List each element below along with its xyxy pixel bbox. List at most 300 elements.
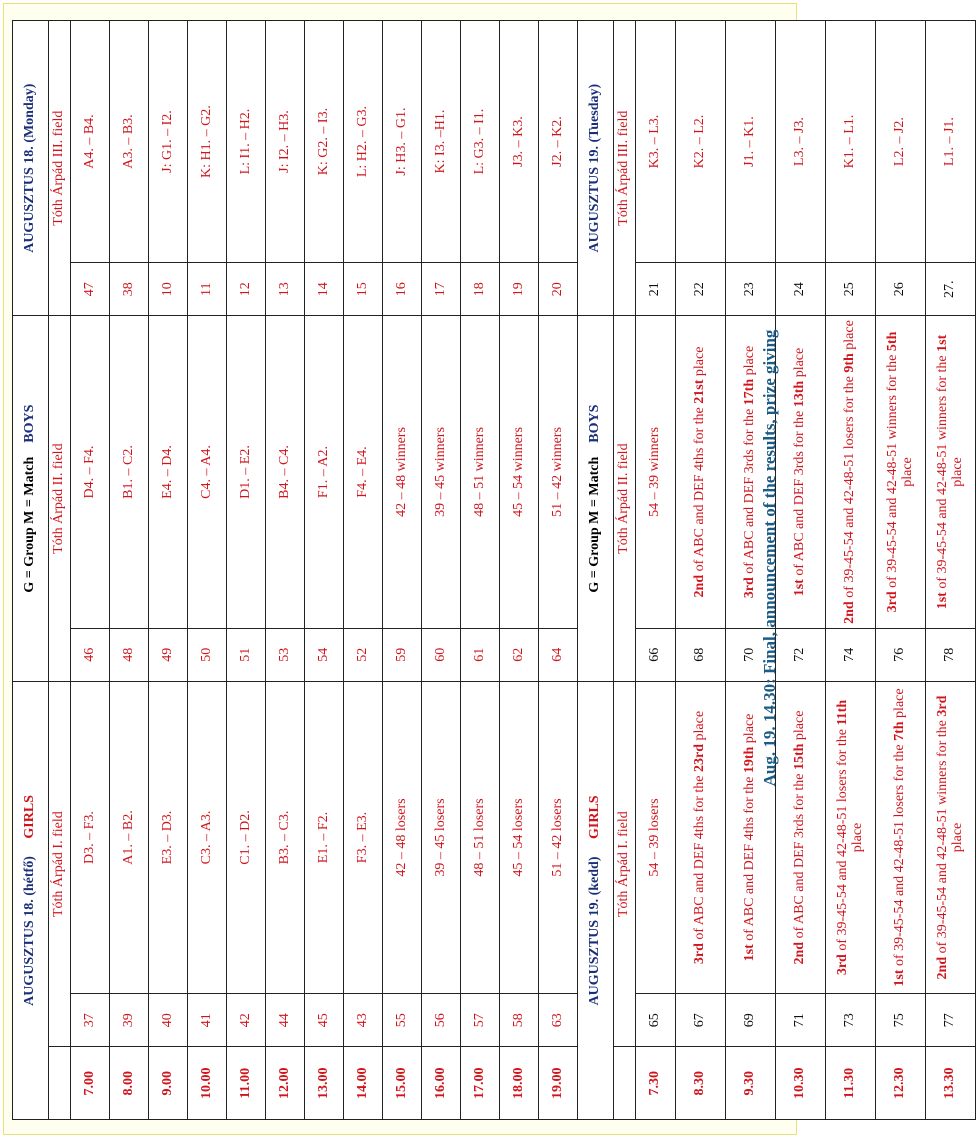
field-3-label: Tóth Árpád III. field (616, 110, 632, 226)
match-number: 13 (276, 282, 292, 297)
table-row (876, 21, 926, 1120)
match-pairing: B4. – C4. (276, 445, 292, 499)
table-row (305, 21, 344, 1120)
match-cell (826, 21, 876, 263)
match-cell (227, 681, 266, 993)
desc-text: of 39-45-54 and 42-48-51 winners for the (934, 716, 950, 957)
match-pairing: E3. – D3. (159, 810, 175, 865)
match-pairing: B1. – C2. (120, 445, 136, 499)
time-col-header (614, 1047, 636, 1120)
match-pairing: F4. – E4. (354, 446, 370, 498)
match-pairing: K3. – L3. (647, 114, 663, 169)
match-cell (676, 316, 726, 628)
match-number: 60 (432, 647, 448, 662)
match-pairing: 48 – 51 winners (471, 427, 487, 517)
match-number-cell (344, 263, 383, 316)
match-cell (149, 21, 188, 263)
table-row (383, 21, 422, 1120)
match-number: 18 (471, 282, 487, 297)
match-number: 19 (510, 282, 526, 297)
match-number-cell (110, 994, 149, 1047)
match-cell (383, 316, 422, 628)
field-1-label: Tóth Árpád I. field (51, 811, 67, 918)
match-cell (676, 681, 726, 993)
match-cell (383, 681, 422, 993)
time-label: 8.30 (692, 1070, 708, 1096)
day-title: AUGUSZTUS 18. (hétfő) (22, 856, 38, 1006)
time-cell (110, 1047, 149, 1120)
place-label: 9th (842, 353, 858, 373)
match-cell (636, 316, 676, 628)
match-cell (266, 316, 305, 628)
match-number: 46 (81, 647, 97, 662)
match-number: 52 (354, 647, 370, 662)
match-pairing: C4. – A4. (198, 445, 214, 499)
rank-label: 3rd (742, 577, 758, 599)
match-number-cell (676, 263, 726, 316)
match-number-cell (305, 994, 344, 1047)
day-header-row (578, 21, 614, 1120)
match-cell (305, 316, 344, 628)
match-pairing: C1. – D2. (237, 810, 253, 865)
match-number-cell (422, 628, 461, 681)
time-label: 7.00 (81, 1070, 97, 1096)
match-cell (227, 316, 266, 628)
match-number-cell (110, 263, 149, 316)
time-label: 12.30 (892, 1067, 908, 1099)
time-label: 9.00 (159, 1070, 175, 1096)
table-row (71, 21, 110, 1120)
match-cell (344, 316, 383, 628)
match-number: 53 (276, 647, 292, 662)
match-number: 68 (692, 647, 708, 662)
match-number-cell (826, 263, 876, 316)
match-pairing: K2. – L2. (692, 114, 708, 169)
match-number-cell (876, 263, 926, 316)
match-cell (926, 21, 976, 263)
table-row (188, 21, 227, 1120)
match-cell (344, 681, 383, 993)
match-pairing: D1. – E2. (237, 445, 253, 499)
girls-label: GIRLS (22, 795, 38, 839)
match-pairing: F3. – E3. (354, 811, 370, 864)
match-pairing: B3. – C3. (276, 810, 292, 865)
match-number: 17 (432, 282, 448, 297)
day-title: AUGUSZTUS 19. (kedd) (587, 856, 603, 1006)
rank-label: 1st (892, 969, 908, 987)
match-cell (344, 21, 383, 263)
match-number-cell (926, 628, 976, 681)
desc-text: of 39-45-54 and 42-48-51 winners for the (934, 351, 950, 593)
match-pairing: 51 – 42 winners (549, 427, 565, 517)
match-cell (149, 316, 188, 628)
match-number: 51 (237, 647, 253, 662)
desc-text: place (692, 710, 708, 744)
match-cell (636, 681, 676, 993)
place-label: 11th (834, 699, 850, 726)
field-3-cell (49, 21, 71, 316)
desc-text: of 39-45-54 and 42-48-51 winners for the (884, 351, 900, 592)
desc-text: place (792, 710, 808, 744)
match-number: 73 (842, 1013, 858, 1028)
match-pairing: 42 – 48 losers (393, 798, 409, 877)
time-label: 16.00 (432, 1067, 448, 1099)
match-number: 12 (237, 282, 253, 297)
place-label: 15th (792, 743, 808, 771)
match-cell (461, 21, 500, 263)
match-cell (383, 21, 422, 263)
match-number-cell (110, 628, 149, 681)
table-row (926, 21, 976, 1120)
match-number-cell (422, 263, 461, 316)
match-number-cell (266, 994, 305, 1047)
match-cell (71, 21, 110, 263)
field-2-cell (49, 316, 71, 682)
match-number-cell (266, 263, 305, 316)
match-number: 63 (549, 1013, 565, 1028)
time-cell (383, 1047, 422, 1120)
match-number: 61 (471, 647, 487, 662)
match-cell (110, 21, 149, 263)
place-label: 23rd (692, 743, 708, 772)
table-row (149, 21, 188, 1120)
match-number: 48 (120, 647, 136, 662)
match-number: 11 (198, 282, 214, 296)
match-number: 58 (510, 1013, 526, 1028)
match-cell (776, 21, 826, 263)
table-row (110, 21, 149, 1120)
match-cell (461, 316, 500, 628)
desc-text: place (899, 457, 915, 487)
match-pairing: A4. – B4. (81, 114, 97, 169)
match-number: 67 (692, 1013, 708, 1028)
time-label: 14.00 (354, 1067, 370, 1099)
match-number-cell (149, 263, 188, 316)
match-cell (227, 21, 266, 263)
header-mid-cell (578, 316, 614, 682)
time-cell (826, 1047, 876, 1120)
rank-label: 3rd (884, 591, 900, 613)
time-label: 8.00 (120, 1070, 136, 1096)
match-pairing: F1. – A2. (315, 445, 331, 499)
time-label: 10.00 (198, 1067, 214, 1099)
header-right-cell (578, 21, 614, 316)
match-number-cell (876, 994, 926, 1047)
time-cell (500, 1047, 539, 1120)
match-number: 26 (892, 282, 908, 297)
rank-label: 1st (934, 592, 950, 610)
time-cell (461, 1047, 500, 1120)
time-cell (539, 1047, 578, 1120)
match-number-cell (188, 628, 227, 681)
match-cell (676, 21, 726, 263)
match-pairing: 45 – 54 winners (510, 427, 526, 517)
match-pairing: C3. – A3. (198, 810, 214, 865)
desc-text: place (949, 457, 965, 487)
time-cell (636, 1047, 676, 1120)
match-number: 57 (471, 1013, 487, 1028)
match-number: 71 (792, 1013, 808, 1028)
desc-text: of ABC and DEF 4ths for the (742, 773, 758, 945)
match-number-cell (876, 628, 926, 681)
match-number: 65 (647, 1013, 663, 1028)
place-label: 19th (742, 746, 758, 774)
place-label: 1st (934, 334, 950, 352)
match-number: 69 (742, 1013, 758, 1028)
time-label: 11.00 (237, 1067, 253, 1099)
place-label: 13th (792, 380, 808, 408)
time-cell (227, 1047, 266, 1120)
match-number: 10 (159, 282, 175, 297)
match-pairing: K: H1. – G2. (198, 105, 214, 178)
day-title-en: AUGUSZTUS 19. (Tuesday) (587, 83, 603, 253)
match-number: 24 (792, 282, 808, 297)
match-number: 72 (792, 647, 808, 662)
match-pairing: 48 – 51 losers (471, 798, 487, 877)
desc-text: of ABC and DEF 4ths for the (692, 771, 708, 944)
table-row (266, 21, 305, 1120)
match-number-cell (383, 628, 422, 681)
match-number-cell (636, 628, 676, 681)
match-pairing: L3. – J3. (792, 117, 808, 167)
match-number: 40 (159, 1013, 175, 1028)
match-number-cell (422, 994, 461, 1047)
table-row (539, 21, 578, 1120)
match-pairing: 39 – 45 winners (432, 427, 448, 517)
match-pairing: 54 – 39 losers (647, 798, 663, 877)
match-cell (776, 316, 826, 628)
time-cell (305, 1047, 344, 1120)
rank-label: 1st (742, 944, 758, 962)
match-number: 49 (159, 647, 175, 662)
field-row (614, 21, 636, 1120)
match-pairing: A3. – B3. (120, 114, 136, 169)
desc-text: of 39-45-54 and 42-48-51 losers for the (842, 372, 858, 602)
match-pairing: D3. – F3. (81, 811, 97, 864)
day-title-en: AUGUSZTUS 18. (Monday) (22, 83, 38, 253)
match-number: 22 (692, 282, 708, 297)
match-pairing: J2. – K2. (549, 116, 565, 167)
match-number: 14 (315, 282, 331, 297)
match-cell (422, 316, 461, 628)
match-cell (539, 681, 578, 993)
match-pairing: J1. – K1. (742, 116, 758, 167)
schedule-table (12, 20, 976, 1120)
match-number: 76 (892, 647, 908, 662)
table-row (344, 21, 383, 1120)
match-number: 70 (742, 647, 758, 662)
desc-text: of ABC and DEF 3rds for the (792, 770, 808, 942)
match-cell (926, 681, 976, 993)
match-number-cell (539, 994, 578, 1047)
legend-label: G = Group M = Match (587, 456, 603, 593)
match-pairing: K: G2. – I3. (315, 107, 331, 176)
match-number-cell (149, 994, 188, 1047)
match-pairing: L2. – J2. (892, 117, 908, 167)
rank-label: 3rd (692, 943, 708, 965)
match-number-cell (926, 994, 976, 1047)
match-pairing: K1. – L1. (842, 114, 858, 169)
field-1-label: Tóth Árpád I. field (616, 811, 632, 918)
desc-text: place (892, 688, 908, 722)
match-cell (71, 681, 110, 993)
time-cell (926, 1047, 976, 1120)
match-number-cell (500, 628, 539, 681)
match-pairing: L: G3. – I1. (471, 108, 487, 175)
match-cell (539, 316, 578, 628)
legend-label: G = Group M = Match (22, 456, 38, 593)
desc-text: place (742, 713, 758, 747)
desc-text: of 39-45-54 and 42-48-51 losers for the (834, 725, 850, 955)
match-number-cell (71, 994, 110, 1047)
table-row (636, 21, 676, 1120)
match-number: 15 (354, 282, 370, 297)
field-1-cell (614, 681, 636, 1047)
time-label: 18.00 (510, 1067, 526, 1099)
match-number-cell (776, 263, 826, 316)
field-row (49, 21, 71, 1120)
match-cell (826, 316, 876, 628)
match-number: 16 (393, 282, 409, 297)
match-number: 56 (432, 1013, 448, 1028)
match-pairing: J: H3. – G1. (393, 107, 409, 176)
desc-text: of ABC and DEF 3rds for the (742, 405, 758, 578)
match-number: 43 (354, 1013, 370, 1028)
boys-label: BOYS (22, 404, 38, 443)
time-cell (776, 1047, 826, 1120)
match-cell (636, 21, 676, 263)
match-number-cell (500, 263, 539, 316)
match-number-cell (149, 628, 188, 681)
field-3-cell (614, 21, 636, 316)
match-number: 64 (549, 647, 565, 662)
place-label: 17th (742, 378, 758, 406)
match-number: 54 (315, 647, 331, 662)
place-label: 21st (692, 379, 708, 404)
rank-label: 3rd (834, 954, 850, 976)
match-cell (110, 681, 149, 993)
match-number-cell (636, 994, 676, 1047)
match-number-cell (305, 628, 344, 681)
girls-label: GIRLS (587, 795, 603, 839)
match-number-cell (344, 994, 383, 1047)
match-cell (266, 21, 305, 263)
match-number: 75 (892, 1013, 908, 1028)
time-label: 7.30 (647, 1070, 663, 1096)
match-number: 25 (842, 282, 858, 297)
table-row (676, 21, 726, 1120)
field-2-cell (614, 316, 636, 682)
match-pairing: K: I3. –H1. (432, 109, 448, 174)
match-cell (539, 21, 578, 263)
match-pairing: L1. – J1. (942, 117, 958, 167)
desc-text: place (849, 822, 865, 853)
match-number-cell (539, 628, 578, 681)
match-cell (461, 681, 500, 993)
match-pairing: 42 – 48 winners (393, 427, 409, 517)
match-number: 78 (942, 647, 958, 662)
desc-text: place (692, 346, 708, 380)
match-number-cell (826, 994, 876, 1047)
desc-text: place (742, 345, 758, 379)
time-cell (676, 1047, 726, 1120)
match-number-cell (461, 628, 500, 681)
match-number-cell (636, 263, 676, 316)
match-number-cell (383, 994, 422, 1047)
field-2-label: Tóth Árpád II. field (51, 443, 67, 554)
match-number-cell (344, 628, 383, 681)
table-row (227, 21, 266, 1120)
field-3-label: Tóth Árpád III. field (51, 110, 67, 226)
match-number-cell (188, 263, 227, 316)
match-pairing: J: G1. – I2. (159, 110, 175, 173)
rank-label: 2nd (692, 574, 708, 598)
table-row (826, 21, 876, 1120)
desc-text: place (792, 347, 808, 381)
match-cell (926, 316, 976, 628)
rank-label: 2nd (792, 941, 808, 965)
time-label: 9.30 (742, 1070, 758, 1096)
match-number-cell (461, 263, 500, 316)
time-label: 12.00 (276, 1067, 292, 1099)
match-number: 62 (510, 647, 526, 662)
match-cell (876, 316, 926, 628)
match-number-cell (266, 628, 305, 681)
match-number: 21 (647, 282, 663, 297)
match-number-cell (539, 263, 578, 316)
match-number: 50 (198, 647, 214, 662)
match-cell (422, 681, 461, 993)
desc-text: of ABC and DEF 4ths for the (692, 403, 708, 575)
match-cell (305, 21, 344, 263)
header-mid-cell (13, 316, 49, 682)
desc-text: of ABC and DEF 3rds for the (792, 407, 808, 580)
match-number-cell (926, 263, 976, 316)
match-number: 77 (942, 1013, 958, 1028)
match-pairing: E1. – F2. (315, 811, 331, 864)
match-number: 59 (393, 647, 409, 662)
table-row (776, 21, 826, 1120)
match-pairing: J: I2. – H3. (276, 110, 292, 173)
match-cell (71, 316, 110, 628)
table-row (422, 21, 461, 1120)
header-left-cell (13, 681, 49, 1119)
place-label: 3rd (934, 695, 950, 717)
rank-label: 2nd (934, 956, 950, 980)
day-header-row (13, 21, 49, 1120)
match-number: 44 (276, 1013, 292, 1028)
match-number: 42 (237, 1013, 253, 1028)
match-number-cell (461, 994, 500, 1047)
match-number: 37 (81, 1013, 97, 1028)
desc-text: place (842, 320, 858, 354)
time-label: 10.30 (792, 1067, 808, 1099)
match-number-cell (676, 628, 726, 681)
place-label: 7th (892, 721, 908, 741)
match-number-cell (227, 994, 266, 1047)
field-2-label: Tóth Árpád II. field (616, 443, 632, 554)
match-pairing: 45 – 54 losers (510, 798, 526, 877)
match-pairing: L: I1. – H2. (237, 108, 253, 175)
time-label: 13.30 (942, 1067, 958, 1099)
match-pairing: 39 – 45 losers (432, 798, 448, 877)
match-number-cell (776, 628, 826, 681)
match-cell (500, 21, 539, 263)
header-left-cell (578, 681, 614, 1119)
match-pairing: L: H2. – G3. (354, 105, 370, 178)
match-cell (876, 21, 926, 263)
match-cell (149, 681, 188, 993)
